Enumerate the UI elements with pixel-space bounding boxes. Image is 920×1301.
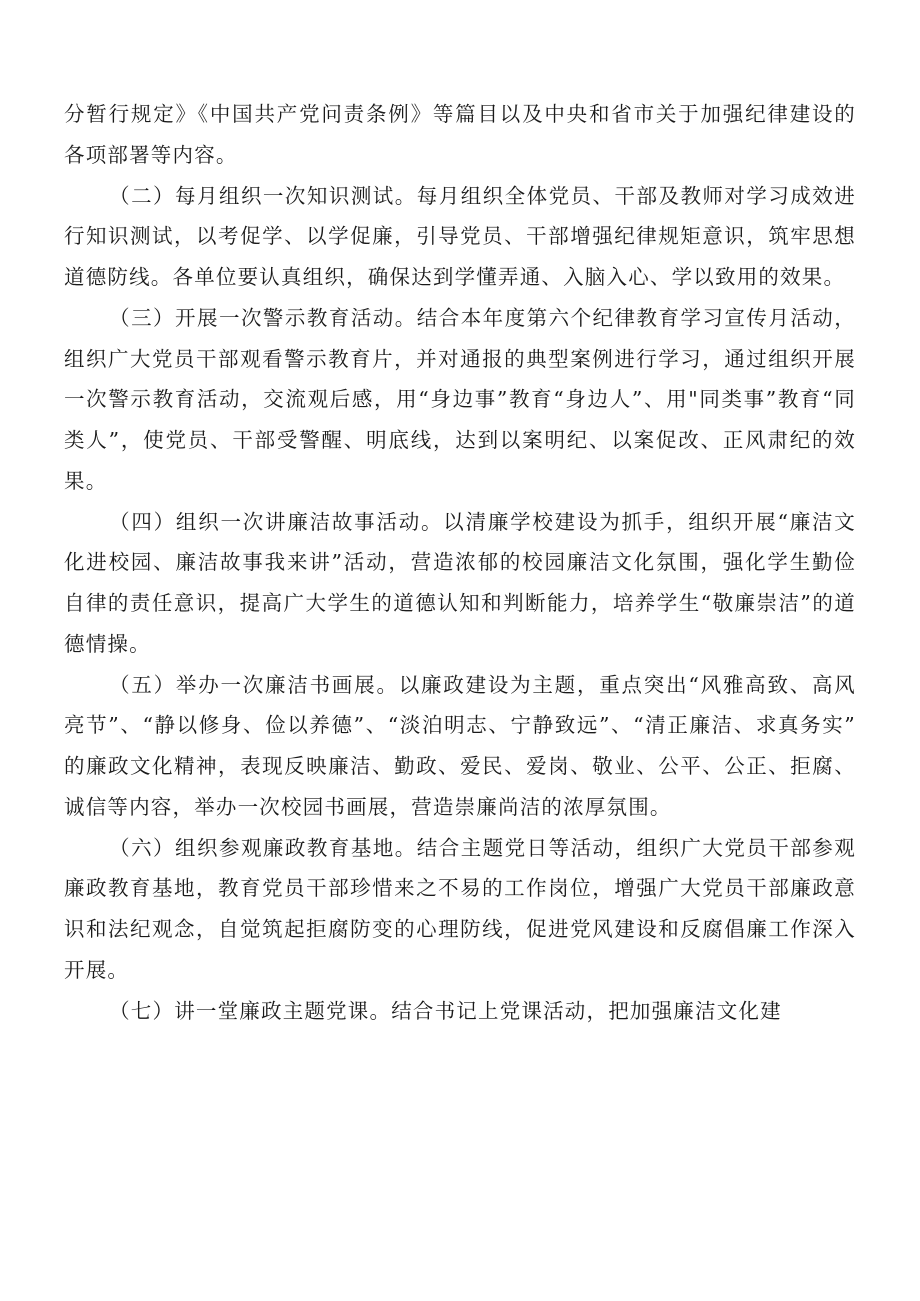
paragraph-party-lecture: （七）讲一堂廉政主题党课。结合书记上党课活动，把加强廉洁文化建 [109, 998, 782, 1023]
document-body [64, 94, 856, 1031]
paragraph-warning-education: （三）开展一次警示教育活动。结合本年度第六个纪律教育学习宣传月活动，组织广大党员干部观看警示教育片，并对通报的典型案例进行学习，通过组织开展一次警示教育活动，交流观后感，用“身边事”教育“身边人”、用"同类事”教育“同类人”，使党员、干部受警醒、明底线，达到以案明纪、以案促改、正风肃纪的效果。 [64, 305, 856, 493]
paragraph-knowledge-test: （二）每月组织一次知识测试。每月组织全体党员、干部及教师对学习成效进行知识测试，以考促学、以学促廉，引导党员、干部增强纪律规矩意识，筑牢思想道德防线。各单位要认真组织，确保达到学懂弄通、入脑入心、学以致用的效果。 [64, 183, 856, 289]
paragraph-continued-regulations: 分暂行规定》《中国共产党问责条例》等篇目以及中央和省市关于加强纪律建设的各项部署等内容。 [64, 102, 856, 167]
paragraph-education-base-visit: （六）组织参观廉政教育基地。结合主题党日等活动，组织广大党员干部参观廉政教育基地，教育党员干部珍惜来之不易的工作岗位，增强广大党员干部廉政意识和法纪观念，自觉筑起拒腐防变的心理防线，促进党风建设和反腐倡廉工作深入开展。 [64, 835, 856, 982]
paragraph-integrity-stories: （四）组织一次讲廉洁故事活动。以清廉学校建设为抓手，组织开展“廉洁文化进校园、廉洁故事我来讲”活动，营造浓郁的校园廉洁文化氛围，强化学生勤俭自律的责任意识，提高广大学生的道德认知和判断能力，培养学生“敬廉崇洁”的道德情操。 [64, 509, 856, 656]
paragraph-calligraphy-exhibition: （五）举办一次廉洁书画展。以廉政建设为主题，重点突出“风雅高致、高风亮节”、“静以修身、俭以养德”、“淡泊明志、宁静致远”、“清正廉洁、求真务实”的廉政文化精神，表现反映廉洁、勤政、爱民、爱岗、敬业、公平、公正、拒腐、诚信等内容，举办一次校园书画展，营造崇廉尚洁的浓厚氛围。 [64, 672, 856, 819]
